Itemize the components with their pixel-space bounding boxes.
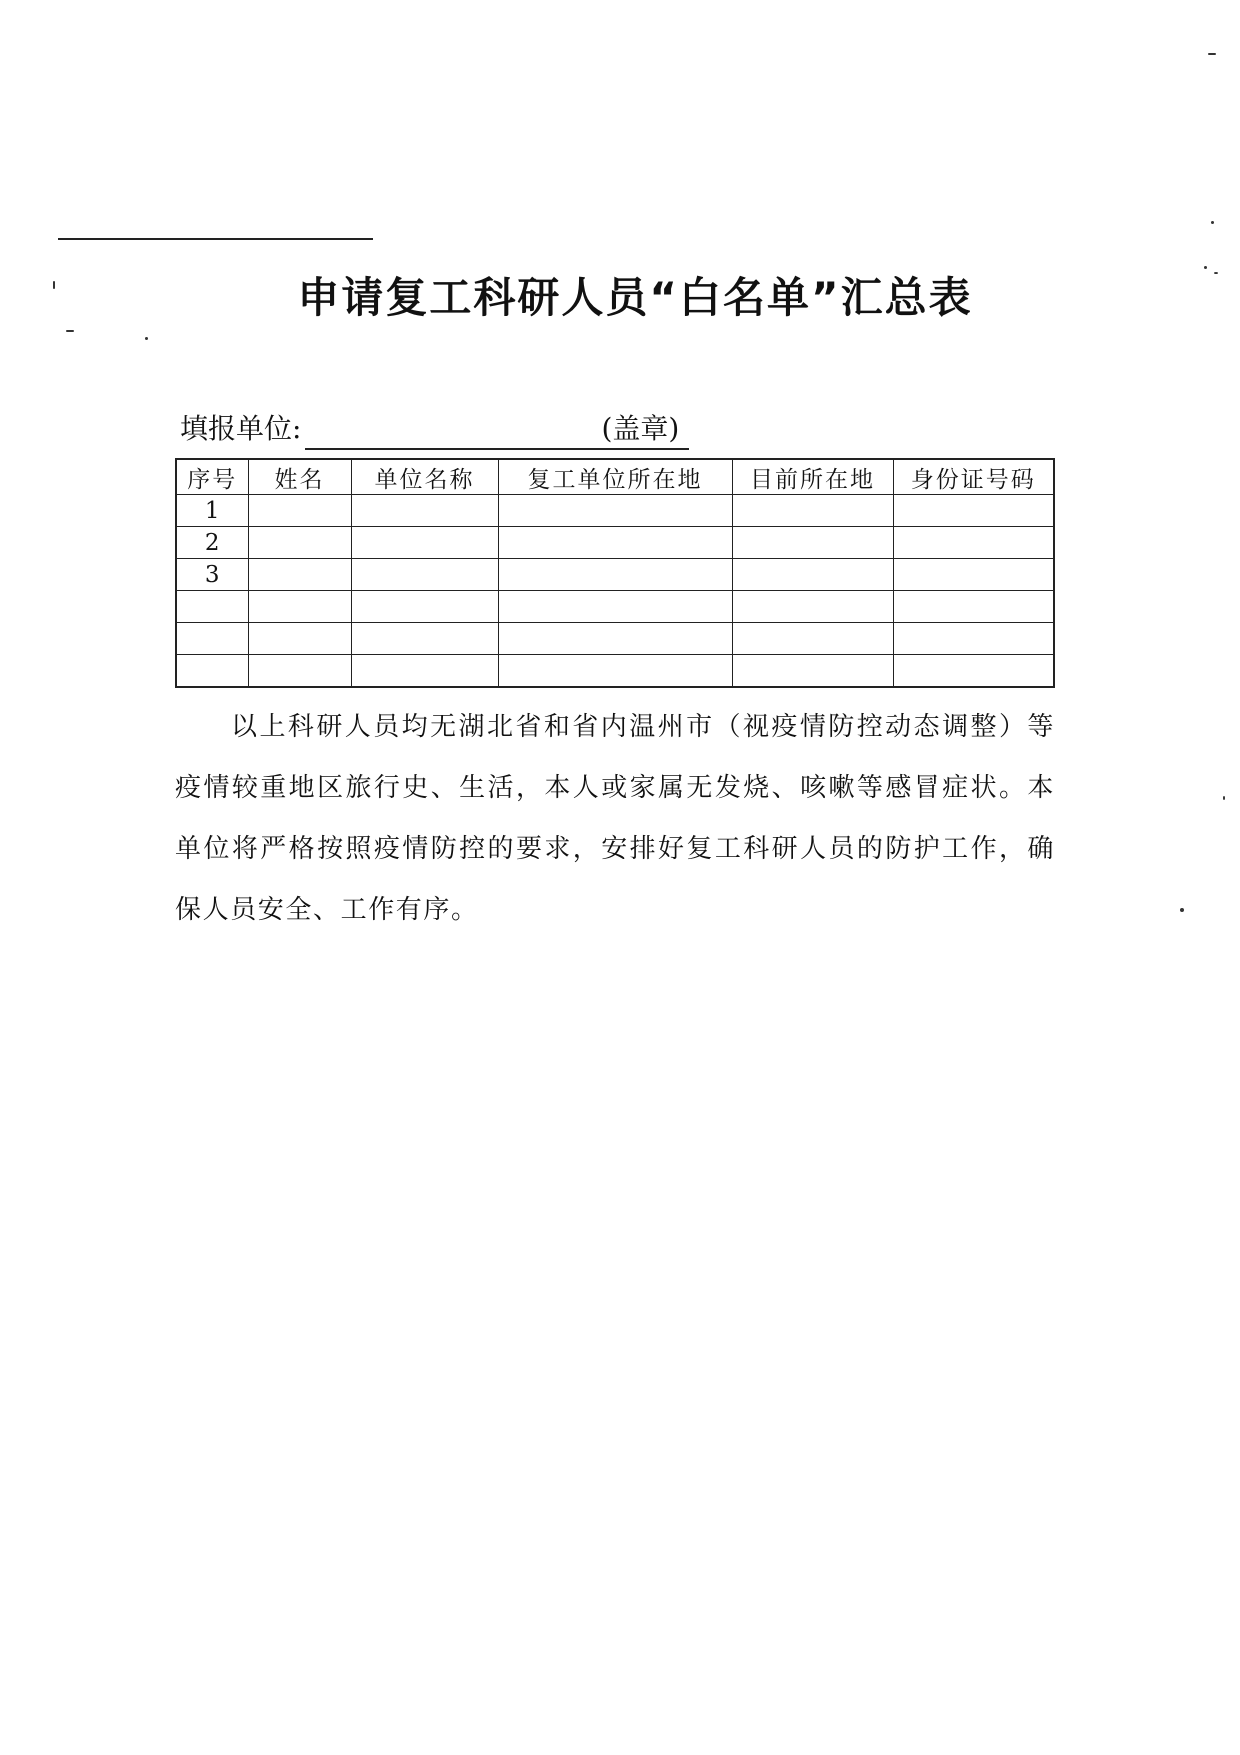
table-cell: 3 [176,559,248,591]
table-cell [893,495,1054,527]
table-cell [498,527,732,559]
table-cell [732,623,893,655]
table-cell [248,495,351,527]
statement-paragraph: 以上科研人员均无湖北省和省内温州市（视疫情防控动态调整）等疫情较重地区旅行史、生活，本人或家属无发烧、咳嗽等感冒症状。本单位将严格按照疫情防控的要求，安排好复工科研人员的防护工作，确保人员安全、工作有序。 [175,712,1055,925]
table-cell [176,623,248,655]
table-cell [732,495,893,527]
reporting-unit-blank [305,414,593,450]
table-cell [248,591,351,623]
table-cell [498,495,732,527]
whitelist-table [175,458,1055,688]
table-row [176,591,1054,623]
table-cell [498,623,732,655]
header-unit-name: 单位名称 [351,459,498,495]
header-rule [58,238,373,240]
seal-note: (盖章) [593,410,689,450]
table-cell [351,655,498,688]
table-cell [248,527,351,559]
table-cell [732,527,893,559]
reporting-unit-label: 填报单位: [180,412,302,445]
table-cell [351,495,498,527]
table-cell [498,591,732,623]
table-cell [176,655,248,688]
table-row [176,527,1054,559]
table-cell [498,655,732,688]
table-cell [893,655,1054,688]
header-current-location: 目前所在地 [732,459,893,495]
table-cell [248,655,351,688]
scan-speck [145,337,148,340]
header-id-number: 身份证号码 [893,459,1054,495]
table-cell [732,559,893,591]
table-row [176,495,1054,527]
table-cell [893,527,1054,559]
table-cell [176,591,248,623]
table-header-row [176,459,1054,495]
table-row [176,623,1054,655]
scan-speck [1211,221,1214,224]
table-cell: 1 [176,495,248,527]
table-cell [351,559,498,591]
table-cell [732,655,893,688]
table-cell [893,623,1054,655]
table-row [176,655,1054,688]
header-name: 姓名 [248,459,351,495]
table-cell [351,623,498,655]
table-cell [351,527,498,559]
table-cell: 2 [176,527,248,559]
reporting-unit-line [180,408,689,450]
table-cell [498,559,732,591]
scan-speck [1208,53,1216,55]
table-cell [893,591,1054,623]
scan-speck [1180,908,1184,912]
table-cell [248,623,351,655]
header-serial-number: 序号 [176,459,248,495]
table-cell [732,591,893,623]
scan-speck [1223,796,1225,800]
table-cell [248,559,351,591]
scan-speck [66,330,74,332]
table-cell [893,559,1054,591]
document-title: 申请复工科研人员“白名单”汇总表 [297,273,973,322]
header-work-unit-location: 复工单位所在地 [498,459,732,495]
table-cell [351,591,498,623]
table-row [176,559,1054,591]
